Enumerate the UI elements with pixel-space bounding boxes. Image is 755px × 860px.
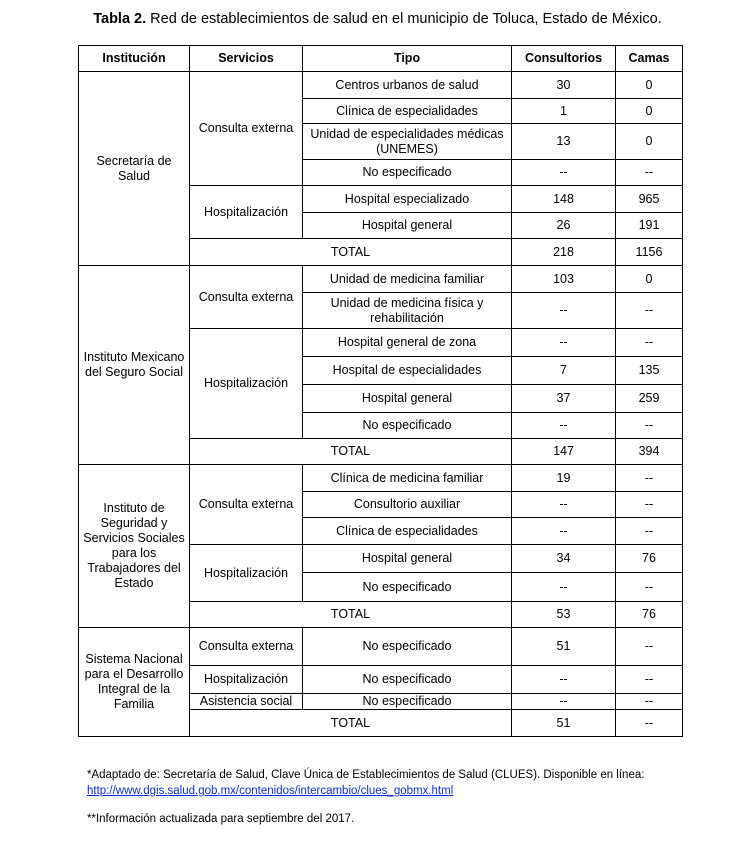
- tipo-cell: Unidad de medicina física y rehabilitación: [303, 293, 512, 329]
- table-caption: [0, 11, 755, 27]
- total-label-cell: TOTAL: [190, 602, 512, 628]
- consultorios-cell: --: [512, 694, 616, 710]
- camas-cell: 0: [616, 99, 683, 124]
- tipo-cell: Clínica de especialidades: [303, 99, 512, 124]
- consultorios-cell: 7: [512, 357, 616, 385]
- camas-cell: 965: [616, 186, 683, 213]
- total-consultorios-cell: 147: [512, 439, 616, 465]
- tipo-cell: Centros urbanos de salud: [303, 72, 512, 99]
- institution-name-cell: Secretaría de Salud: [79, 72, 190, 266]
- header-consultorios: Consultorios: [512, 46, 616, 72]
- tipo-cell: No especificado: [303, 628, 512, 666]
- camas-cell: 0: [616, 124, 683, 160]
- total-camas-cell: 76: [616, 602, 683, 628]
- tipo-cell: No especificado: [303, 666, 512, 694]
- tipo-cell: Hospital especializado: [303, 186, 512, 213]
- total-consultorios-cell: 218: [512, 239, 616, 266]
- table-row: [79, 72, 683, 99]
- tipo-cell: Unidad de especialidades médicas (UNEMES): [303, 124, 512, 160]
- source-link[interactable]: http://www.dgis.salud.gob.mx/contenidos/intercambio/clues_gobmx.html: [87, 785, 454, 797]
- total-label-cell: TOTAL: [190, 710, 512, 737]
- institution-name-cell: Sistema Nacional para el Desarrollo Integral de la Familia: [79, 628, 190, 737]
- camas-cell: --: [616, 492, 683, 518]
- consultorios-cell: --: [512, 160, 616, 186]
- caption-text: Red de establecimientos de salud en el municipio de Toluca, Estado de México.: [146, 11, 662, 27]
- tipo-cell: Hospital general: [303, 545, 512, 573]
- service-cell: Consulta externa: [190, 266, 303, 329]
- tipo-cell: Clínica de medicina familiar: [303, 465, 512, 492]
- header-servicios: Servicios: [190, 46, 303, 72]
- total-consultorios-cell: 51: [512, 710, 616, 737]
- consultorios-cell: --: [512, 573, 616, 602]
- header-institucion: Institución: [79, 46, 190, 72]
- camas-cell: --: [616, 465, 683, 492]
- footnote-source: *Adaptado de: Secretaría de Salud, Clave Única de Establecimientos de Salud (CLUES). Disponible en línea:: [87, 769, 645, 781]
- tipo-cell: No especificado: [303, 413, 512, 439]
- camas-cell: --: [616, 160, 683, 186]
- consultorios-cell: 34: [512, 545, 616, 573]
- consultorios-cell: --: [512, 293, 616, 329]
- camas-cell: --: [616, 694, 683, 710]
- service-cell: Consulta externa: [190, 72, 303, 186]
- total-camas-cell: --: [616, 710, 683, 737]
- header-camas: Camas: [616, 46, 683, 72]
- tipo-cell: No especificado: [303, 573, 512, 602]
- total-camas-cell: 394: [616, 439, 683, 465]
- consultorios-cell: --: [512, 518, 616, 545]
- total-label-cell: TOTAL: [190, 239, 512, 266]
- camas-cell: --: [616, 413, 683, 439]
- service-cell: Asistencia social: [190, 694, 303, 710]
- table-row: [79, 266, 683, 293]
- tipo-cell: Hospital general de zona: [303, 329, 512, 357]
- camas-cell: 135: [616, 357, 683, 385]
- tipo-cell: Hospital general: [303, 213, 512, 239]
- consultorios-cell: 1: [512, 99, 616, 124]
- consultorios-cell: 26: [512, 213, 616, 239]
- camas-cell: 0: [616, 266, 683, 293]
- consultorios-cell: --: [512, 666, 616, 694]
- tipo-cell: No especificado: [303, 694, 512, 710]
- table-row: [79, 628, 683, 666]
- footnote-update: **Información actualizada para septiembre del 2017.: [87, 813, 355, 825]
- consultorios-cell: 13: [512, 124, 616, 160]
- service-cell: Hospitalización: [190, 329, 303, 439]
- camas-cell: --: [616, 518, 683, 545]
- service-cell: Hospitalización: [190, 545, 303, 602]
- tipo-cell: Unidad de medicina familiar: [303, 266, 512, 293]
- tipo-cell: Clínica de especialidades: [303, 518, 512, 545]
- service-cell: Consulta externa: [190, 465, 303, 545]
- header-tipo: Tipo: [303, 46, 512, 72]
- footnotes: [87, 767, 687, 827]
- total-label-cell: TOTAL: [190, 439, 512, 465]
- table-row: [79, 465, 683, 492]
- consultorios-cell: 19: [512, 465, 616, 492]
- camas-cell: --: [616, 329, 683, 357]
- camas-cell: 191: [616, 213, 683, 239]
- table-body: [79, 72, 683, 737]
- camas-cell: 0: [616, 72, 683, 99]
- consultorios-cell: 30: [512, 72, 616, 99]
- service-cell: Hospitalización: [190, 666, 303, 694]
- tipo-cell: Consultorio auxiliar: [303, 492, 512, 518]
- consultorios-cell: 103: [512, 266, 616, 293]
- consultorios-cell: --: [512, 413, 616, 439]
- tipo-cell: Hospital general: [303, 385, 512, 413]
- consultorios-cell: 51: [512, 628, 616, 666]
- camas-cell: --: [616, 666, 683, 694]
- service-cell: Hospitalización: [190, 186, 303, 239]
- camas-cell: --: [616, 293, 683, 329]
- camas-cell: 76: [616, 545, 683, 573]
- header-row: [79, 46, 683, 72]
- consultorios-cell: --: [512, 329, 616, 357]
- camas-cell: --: [616, 573, 683, 602]
- caption-label: Tabla 2.: [93, 11, 147, 27]
- institution-name-cell: Instituto Mexicano del Seguro Social: [79, 266, 190, 465]
- tipo-cell: No especificado: [303, 160, 512, 186]
- camas-cell: 259: [616, 385, 683, 413]
- tipo-cell: Hospital de especialidades: [303, 357, 512, 385]
- institution-name-cell: Instituto de Seguridad y Servicios Sociales para los Trabajadores del Estado: [79, 465, 190, 628]
- total-camas-cell: 1156: [616, 239, 683, 266]
- total-consultorios-cell: 53: [512, 602, 616, 628]
- consultorios-cell: --: [512, 492, 616, 518]
- consultorios-cell: 37: [512, 385, 616, 413]
- camas-cell: --: [616, 628, 683, 666]
- health-establishments-table: [78, 45, 683, 737]
- service-cell: Consulta externa: [190, 628, 303, 666]
- consultorios-cell: 148: [512, 186, 616, 213]
